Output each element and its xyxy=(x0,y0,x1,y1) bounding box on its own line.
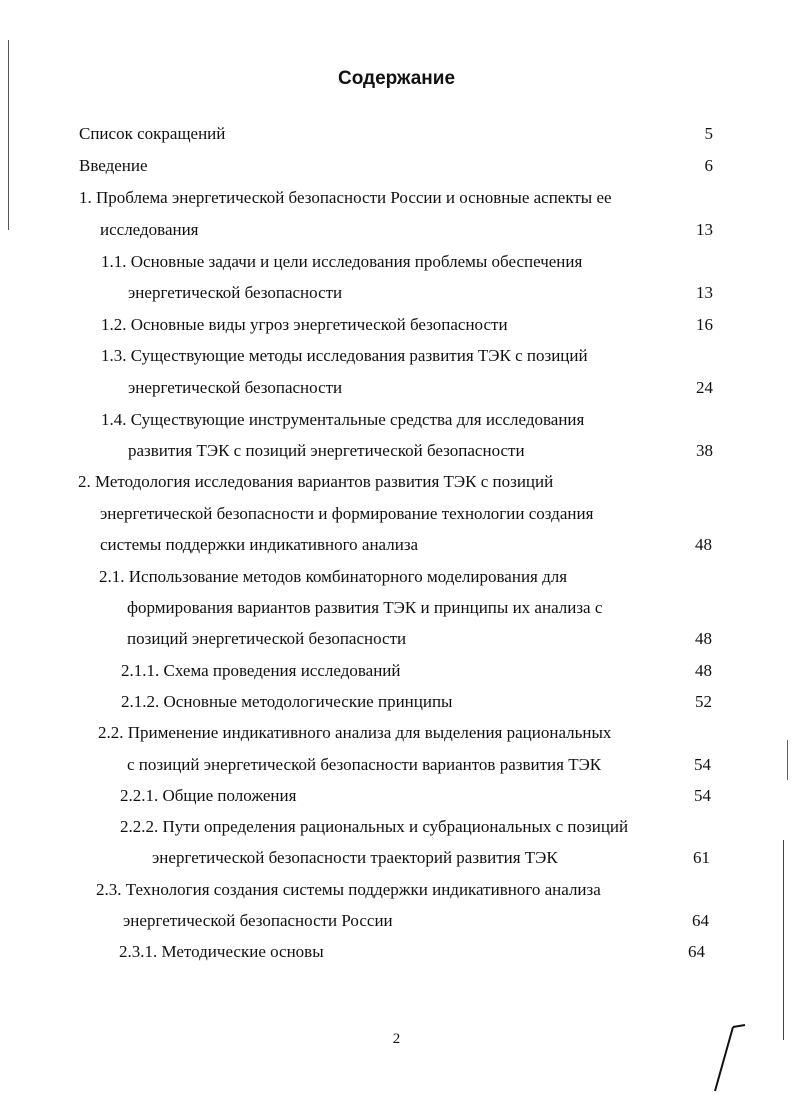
toc-entry-continuation: исследования xyxy=(100,220,199,239)
scan-edge-mark xyxy=(787,740,788,780)
toc-page-number: 61 xyxy=(693,848,710,867)
toc-entry: 1.3. Существующие методы исследования развития ТЭК с позиций xyxy=(101,346,588,365)
toc-page-number: 5 xyxy=(704,124,713,143)
toc-page-number: 48 xyxy=(695,535,712,554)
toc-entry: 2.2.1. Общие положения xyxy=(120,786,297,805)
scan-edge-mark xyxy=(783,840,784,1040)
page-title: Содержание xyxy=(337,68,456,89)
toc-entry-continuation: энергетической безопасности траекторий развития ТЭК xyxy=(152,848,558,867)
toc-entry-continuation: формирования вариантов развития ТЭК и принципы их анализа с xyxy=(127,598,603,617)
toc-entry: 2.3. Технология создания системы поддержки индикативного анализа xyxy=(96,880,601,899)
toc-entry: Введение xyxy=(79,156,148,175)
toc-page-number: 64 xyxy=(692,911,709,930)
toc-entry: 2. Методология исследования вариантов развития ТЭК с позиций xyxy=(78,472,554,491)
toc-page-number: 16 xyxy=(696,315,713,334)
toc-entry-continuation: системы поддержки индикативного анализа xyxy=(100,535,419,554)
toc-entry: 2.2.2. Пути определения рациональных и субрациональных с позиций xyxy=(120,817,629,836)
toc-page-number: 6 xyxy=(704,156,713,175)
toc-page-number: 13 xyxy=(696,220,713,239)
pen-stroke-mark xyxy=(700,1015,760,1095)
toc-entry: 2.3.1. Методические основы xyxy=(119,942,324,961)
toc-page-number: 54 xyxy=(694,755,711,774)
toc-entry: 2.2. Применение индикативного анализа для выделения рациональных xyxy=(98,723,612,742)
scan-edge-mark xyxy=(8,40,9,230)
toc-page-number: 54 xyxy=(694,786,711,805)
toc-entry: 2.1. Использование методов комбинаторного моделирования для xyxy=(99,567,568,586)
toc-entry: 1.2. Основные виды угроз энергетической безопасности xyxy=(101,315,508,334)
page-footer-number: 2 xyxy=(392,1031,401,1047)
toc-entry-continuation: развития ТЭК с позиций энергетической безопасности xyxy=(128,441,525,460)
toc-page-number: 38 xyxy=(696,441,713,460)
toc-entry: 1.4. Существующие инструментальные средства для исследования xyxy=(101,410,585,429)
toc-page-number: 24 xyxy=(696,378,713,397)
toc-entry-continuation: энергетической безопасности xyxy=(128,378,343,397)
toc-entry: 1.1. Основные задачи и цели исследования проблемы обеспечения xyxy=(101,252,583,271)
toc-entry-continuation: с позиций энергетической безопасности вариантов развития ТЭК xyxy=(127,755,602,774)
toc-entry-continuation: энергетической безопасности России xyxy=(123,911,393,930)
toc-entry: 2.1.1. Схема проведения исследований xyxy=(121,661,401,680)
toc-entry-continuation: энергетической безопасности и формирование технологии создания xyxy=(100,504,594,523)
toc-entry: 2.1.2. Основные методологические принципы xyxy=(121,692,453,711)
toc-entry-continuation: позиций энергетической безопасности xyxy=(127,629,407,648)
toc-entry-continuation: энергетической безопасности xyxy=(128,283,343,302)
toc-page-number: 48 xyxy=(695,661,712,680)
toc-page-number: 48 xyxy=(695,629,712,648)
toc-page-number: 64 xyxy=(688,942,705,961)
toc-entry: 1. Проблема энергетической безопасности России и основные аспекты ее xyxy=(79,188,612,207)
toc-page-number: 52 xyxy=(695,692,712,711)
toc-page-number: 13 xyxy=(696,283,713,302)
toc-entry: Список сокращений xyxy=(79,124,226,143)
